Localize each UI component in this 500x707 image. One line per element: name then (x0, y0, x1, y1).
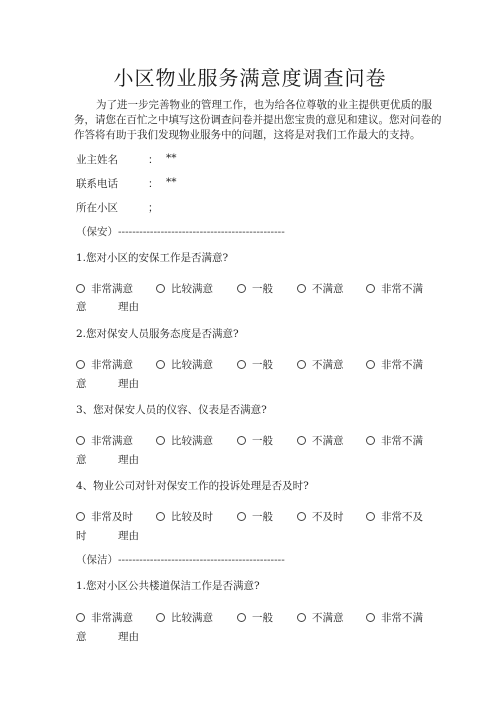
radio-circle-icon[interactable] (237, 512, 246, 521)
field-label-phone: 联系电话 (76, 178, 118, 190)
radio-circle-icon[interactable] (156, 284, 165, 293)
option-label: 比较及时 (171, 511, 213, 523)
option-continuation: 意 (76, 301, 87, 313)
radio-circle-icon[interactable] (297, 284, 306, 293)
radio-circle-icon[interactable] (237, 360, 246, 369)
radio-option[interactable] (237, 610, 273, 625)
radio-option[interactable] (156, 610, 213, 625)
intro-paragraph: 为了进一步完善物业的管理工作，也为给各位尊敬的业主提供更优质的服务，请您在百忙之中填写这份调查问卷并提出您宝贵的意见和建议。您对问卷的作答将有助于我们发现物业服务中的问题，这将是对我们工作最大的支持。 (74, 99, 442, 141)
radio-option[interactable] (297, 610, 344, 625)
radio-option[interactable] (297, 281, 344, 296)
radio-option[interactable] (156, 357, 213, 372)
radio-circle-icon[interactable] (76, 436, 85, 445)
option-label: 非常满意 (91, 612, 133, 624)
option-label: 不及时 (312, 511, 344, 523)
radio-option[interactable] (366, 433, 423, 448)
radio-circle-icon[interactable] (76, 512, 85, 521)
option-label: 比较满意 (171, 612, 213, 624)
field-label-owner-name: 业主姓名 (76, 154, 118, 166)
option-label: 一般 (252, 435, 273, 447)
reason-label: 理由 (118, 454, 139, 466)
page-title: 小区物业服务满意度调查问卷 (113, 66, 387, 90)
option-label: 不满意 (312, 612, 344, 624)
option-label: 不满意 (312, 283, 344, 295)
option-label: 非常不满 (381, 435, 423, 447)
reason-label: 理由 (118, 631, 139, 643)
radio-option[interactable] (156, 281, 213, 296)
radio-option[interactable] (156, 433, 213, 448)
radio-option[interactable] (76, 357, 133, 372)
reason-label: 理由 (118, 378, 139, 390)
option-label: 非常不及 (381, 511, 423, 523)
option-label: 非常不满 (381, 612, 423, 624)
radio-option[interactable] (237, 509, 273, 524)
radio-option[interactable] (366, 281, 423, 296)
option-label: 非常及时 (91, 511, 133, 523)
radio-circle-icon[interactable] (366, 360, 375, 369)
radio-circle-icon[interactable] (297, 613, 306, 622)
option-continuation: 意 (76, 454, 87, 466)
option-label: 比较满意 (171, 283, 213, 295)
option-label: 比较满意 (171, 435, 213, 447)
radio-circle-icon[interactable] (237, 613, 246, 622)
reason-label: 理由 (118, 530, 139, 542)
option-continuation: 时 (76, 530, 87, 542)
radio-circle-icon[interactable] (297, 360, 306, 369)
radio-option[interactable] (366, 509, 423, 524)
radio-circle-icon[interactable] (366, 284, 375, 293)
option-label: 非常满意 (91, 359, 133, 371)
question-text: 1.您对小区公共楼道保洁工作是否满意? (76, 580, 260, 592)
radio-option[interactable] (297, 509, 344, 524)
question-text: 3、您对保安人员的仪容、仪表是否满意? (76, 404, 267, 416)
option-label: 非常不满 (381, 359, 423, 371)
radio-circle-icon[interactable] (156, 613, 165, 622)
question-text: 1.您对小区的安保工作是否满意? (76, 252, 229, 264)
option-label: 一般 (252, 612, 273, 624)
radio-option[interactable] (76, 509, 133, 524)
field-label-community: 所在小区 (76, 202, 118, 214)
option-label: 比较满意 (171, 359, 213, 371)
radio-circle-icon[interactable] (366, 512, 375, 521)
radio-option[interactable] (76, 610, 133, 625)
radio-circle-icon[interactable] (156, 512, 165, 521)
phone-value[interactable]: ** (166, 176, 177, 188)
option-continuation: 意 (76, 631, 87, 643)
radio-circle-icon[interactable] (76, 284, 85, 293)
radio-circle-icon[interactable] (297, 512, 306, 521)
radio-option[interactable] (366, 357, 423, 372)
radio-circle-icon[interactable] (366, 613, 375, 622)
option-label: 一般 (252, 283, 273, 295)
radio-option[interactable] (297, 357, 344, 372)
field-colon: ； (148, 202, 159, 214)
option-label: 一般 (252, 359, 273, 371)
radio-option[interactable] (76, 281, 133, 296)
option-label: 不满意 (312, 359, 344, 371)
radio-circle-icon[interactable] (76, 360, 85, 369)
option-label: 一般 (252, 511, 273, 523)
section-header-cleaning: （保洁）----------------------------------------------- (76, 554, 285, 566)
radio-option[interactable] (237, 433, 273, 448)
reason-label: 理由 (118, 301, 139, 313)
owner-name-value[interactable]: ** (166, 152, 177, 164)
radio-circle-icon[interactable] (237, 284, 246, 293)
option-continuation: 意 (76, 378, 87, 390)
community-value[interactable] (166, 200, 266, 212)
section-header-security: （保安）----------------------------------------------- (76, 226, 285, 238)
option-label: 非常不满 (381, 283, 423, 295)
radio-option[interactable] (297, 433, 344, 448)
question-text: 2.您对保安人员服务态度是否满意? (76, 328, 239, 340)
field-colon: ： (148, 178, 159, 190)
radio-option[interactable] (366, 610, 423, 625)
radio-circle-icon[interactable] (156, 436, 165, 445)
radio-circle-icon[interactable] (156, 360, 165, 369)
radio-option[interactable] (156, 509, 213, 524)
option-label: 非常满意 (91, 283, 133, 295)
radio-option[interactable] (237, 357, 273, 372)
field-colon: ： (148, 154, 159, 166)
radio-circle-icon[interactable] (76, 613, 85, 622)
radio-option[interactable] (237, 281, 273, 296)
radio-circle-icon[interactable] (297, 436, 306, 445)
radio-circle-icon[interactable] (237, 436, 246, 445)
question-text: 4、物业公司对针对保安工作的投诉处理是否及时? (76, 480, 309, 492)
option-label: 非常满意 (91, 435, 133, 447)
radio-circle-icon[interactable] (366, 436, 375, 445)
radio-option[interactable] (76, 433, 133, 448)
option-label: 不满意 (312, 435, 344, 447)
